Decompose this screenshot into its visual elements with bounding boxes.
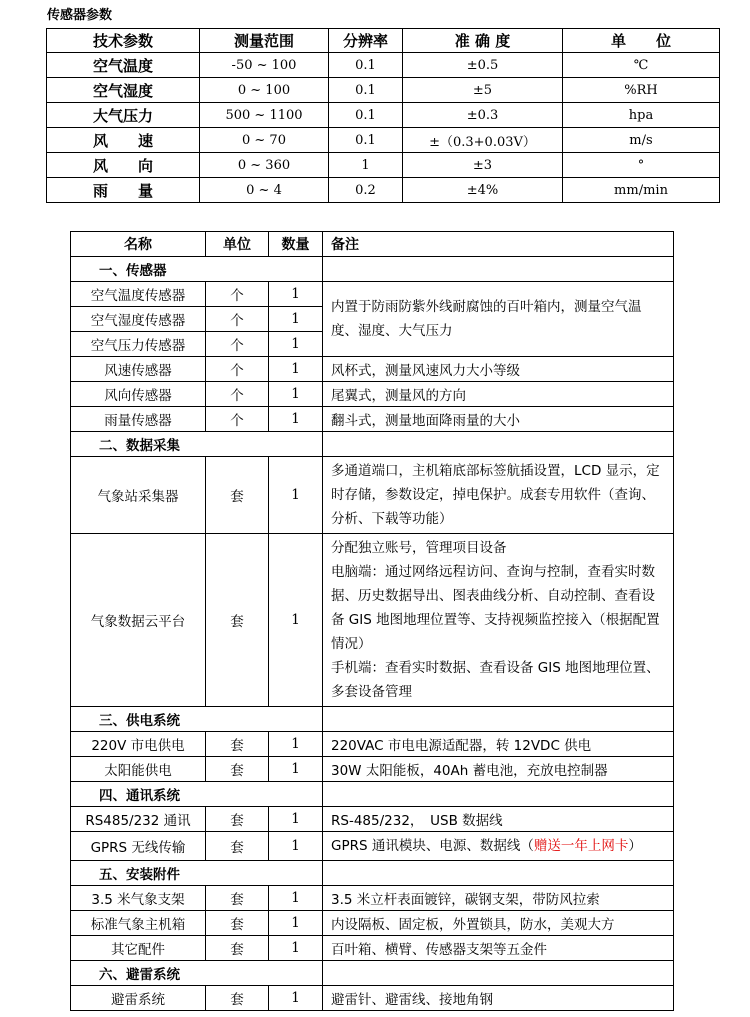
spec-row xyxy=(47,78,720,103)
empty-cell xyxy=(323,782,674,807)
config-header-unit: 单位 xyxy=(206,232,269,257)
category-row xyxy=(71,707,674,732)
table-row xyxy=(71,832,674,861)
spec-param: 雨 量 xyxy=(47,178,200,203)
spec-header-row xyxy=(47,29,720,53)
item-note: 内设隔板、固定板，外置锁具，防水，美观大方 xyxy=(323,911,674,936)
sensor-spec-table xyxy=(46,28,720,203)
item-qty: 1 xyxy=(269,732,323,757)
item-qty: 1 xyxy=(269,382,323,407)
item-name: 空气压力传感器 xyxy=(71,332,206,357)
item-name: 避雷系统 xyxy=(71,986,206,1011)
spec-section-title: 传感器参数 xyxy=(47,8,113,23)
item-name: 空气温度传感器 xyxy=(71,282,206,307)
item-note xyxy=(323,534,674,707)
spec-accuracy: ±（0.3+0.03V） xyxy=(403,128,563,153)
table-row xyxy=(71,357,674,382)
table-row xyxy=(71,807,674,832)
item-qty: 1 xyxy=(269,911,323,936)
gift-highlight: 赠送一年上网卡 xyxy=(533,838,629,854)
item-qty: 1 xyxy=(269,457,323,534)
item-unit: 套 xyxy=(206,911,269,936)
spec-header: 分辨率 xyxy=(329,29,403,53)
item-name: 风向传感器 xyxy=(71,382,206,407)
item-note: 内置于防雨防紫外线耐腐蚀的百叶箱内，测量空气温度、湿度、大气压力 xyxy=(323,282,674,357)
item-unit: 套 xyxy=(206,986,269,1011)
spec-resolution: 0.1 xyxy=(329,128,403,153)
spec-range: 0 ~ 100 xyxy=(200,78,329,103)
item-unit: 个 xyxy=(206,382,269,407)
item-name: 220V 市电供电 xyxy=(71,732,206,757)
spec-range: -50 ~ 100 xyxy=(200,53,329,78)
table-row xyxy=(71,382,674,407)
table-row xyxy=(71,732,674,757)
spec-param: 空气温度 xyxy=(47,53,200,78)
spec-unit: %RH xyxy=(563,78,720,103)
spec-accuracy: ±0.5 xyxy=(403,53,563,78)
item-unit: 套 xyxy=(206,732,269,757)
category-title: 一、传感器 xyxy=(71,257,323,282)
config-header-row xyxy=(71,232,674,257)
item-name: 空气湿度传感器 xyxy=(71,307,206,332)
note-line: 手机端：查看实时数据、查看设备 GIS 地图地理位置、多套设备管理 xyxy=(331,660,660,700)
item-name: GPRS 无线传输 xyxy=(71,832,206,861)
item-name: 标准气象主机箱 xyxy=(71,911,206,936)
category-title: 四、通讯系统 xyxy=(71,782,323,807)
table-row xyxy=(71,936,674,961)
item-qty: 1 xyxy=(269,307,323,332)
category-row xyxy=(71,961,674,986)
item-unit: 套 xyxy=(206,886,269,911)
config-header-qty: 数量 xyxy=(269,232,323,257)
spec-range: 500 ~ 1100 xyxy=(200,103,329,128)
spec-unit: m/s xyxy=(563,128,720,153)
item-qty: 1 xyxy=(269,886,323,911)
item-note xyxy=(323,832,674,861)
item-name: 其它配件 xyxy=(71,936,206,961)
spec-resolution: 0.1 xyxy=(329,53,403,78)
item-qty: 1 xyxy=(269,986,323,1011)
item-note: 220VAC 市电电源适配器，转 12VDC 供电 xyxy=(323,732,674,757)
item-unit: 套 xyxy=(206,534,269,707)
empty-cell xyxy=(323,961,674,986)
category-row xyxy=(71,782,674,807)
spec-header: 准 确 度 xyxy=(403,29,563,53)
spec-row xyxy=(47,128,720,153)
item-unit: 套 xyxy=(206,457,269,534)
item-note: 风杯式，测量风速风力大小等级 xyxy=(323,357,674,382)
config-header-note: 备注 xyxy=(323,232,674,257)
spec-row xyxy=(47,53,720,78)
item-qty: 1 xyxy=(269,282,323,307)
item-qty: 1 xyxy=(269,407,323,432)
table-row xyxy=(71,886,674,911)
item-note: 避雷针、避雷线、接地角钢 xyxy=(323,986,674,1011)
table-row xyxy=(71,757,674,782)
table-row xyxy=(71,534,674,707)
note-line: 电脑端：通过网络远程访问、查询与控制，查看实时数据、历史数据导出、图表曲线分析、自动控制、查看设备 GIS 地图地理位置等、支持视频监控接入（根据配置情况） xyxy=(331,564,660,652)
spec-resolution: 1 xyxy=(329,153,403,178)
spec-header: 单 位 xyxy=(563,29,720,53)
item-note: RS-485/232， USB 数据线 xyxy=(323,807,674,832)
spec-row xyxy=(47,153,720,178)
note-line: 分配独立账号，管理项目设备 xyxy=(331,540,507,556)
item-unit: 套 xyxy=(206,832,269,861)
item-name: RS485/232 通讯 xyxy=(71,807,206,832)
item-note: 3.5 米立杆表面镀锌，碳钢支架，带防风拉索 xyxy=(323,886,674,911)
spec-header: 测量范围 xyxy=(200,29,329,53)
category-row xyxy=(71,432,674,457)
note-text: GPRS 通讯模块、电源、数据线（ xyxy=(331,838,534,854)
item-name: 风速传感器 xyxy=(71,357,206,382)
spec-param: 风 向 xyxy=(47,153,200,178)
item-note: 30W 太阳能板，40Ah 蓄电池，充放电控制器 xyxy=(323,757,674,782)
item-name: 太阳能供电 xyxy=(71,757,206,782)
table-row xyxy=(71,407,674,432)
item-note: 翻斗式，测量地面降雨量的大小 xyxy=(323,407,674,432)
item-qty: 1 xyxy=(269,832,323,861)
category-title: 六、避雷系统 xyxy=(71,961,323,986)
item-unit: 套 xyxy=(206,807,269,832)
table-row xyxy=(71,911,674,936)
table-row xyxy=(71,282,674,307)
empty-cell xyxy=(323,861,674,886)
spec-unit: hpa xyxy=(563,103,720,128)
spec-unit: ℃ xyxy=(563,53,720,78)
spec-accuracy: ±4% xyxy=(403,178,563,203)
item-unit: 套 xyxy=(206,936,269,961)
item-name: 气象站采集器 xyxy=(71,457,206,534)
item-qty: 1 xyxy=(269,534,323,707)
table-row xyxy=(71,986,674,1011)
table-row xyxy=(71,457,674,534)
item-note: 多通道端口，主机箱底部标签航插设置，LCD 显示，定时存储，参数设定，掉电保护。成套专用软件（查询、分析、下载等功能） xyxy=(323,457,674,534)
item-unit: 个 xyxy=(206,282,269,307)
equipment-config-table xyxy=(70,231,674,1011)
spec-param: 空气湿度 xyxy=(47,78,200,103)
spec-header: 技术参数 xyxy=(47,29,200,53)
item-name: 气象数据云平台 xyxy=(71,534,206,707)
item-unit: 个 xyxy=(206,357,269,382)
item-qty: 1 xyxy=(269,807,323,832)
item-unit: 套 xyxy=(206,757,269,782)
item-qty: 1 xyxy=(269,936,323,961)
spec-unit: ° xyxy=(563,153,720,178)
item-qty: 1 xyxy=(269,357,323,382)
empty-cell xyxy=(323,257,674,282)
note-text: ） xyxy=(628,838,642,854)
spec-range: 0 ~ 360 xyxy=(200,153,329,178)
category-title: 五、安装附件 xyxy=(71,861,323,886)
empty-cell xyxy=(323,707,674,732)
spec-unit: mm/min xyxy=(563,178,720,203)
item-unit: 个 xyxy=(206,332,269,357)
category-title: 二、数据采集 xyxy=(71,432,323,457)
item-name: 雨量传感器 xyxy=(71,407,206,432)
item-note: 百叶箱、横臂、传感器支架等五金件 xyxy=(323,936,674,961)
spec-accuracy: ±3 xyxy=(403,153,563,178)
item-unit: 个 xyxy=(206,407,269,432)
item-qty: 1 xyxy=(269,757,323,782)
item-qty: 1 xyxy=(269,332,323,357)
spec-resolution: 0.1 xyxy=(329,103,403,128)
spec-range: 0 ~ 70 xyxy=(200,128,329,153)
spec-row xyxy=(47,178,720,203)
item-note: 尾翼式，测量风的方向 xyxy=(323,382,674,407)
spec-accuracy: ±5 xyxy=(403,78,563,103)
spec-accuracy: ±0.3 xyxy=(403,103,563,128)
empty-cell xyxy=(323,432,674,457)
spec-param: 风 速 xyxy=(47,128,200,153)
item-unit: 个 xyxy=(206,307,269,332)
spec-param: 大气压力 xyxy=(47,103,200,128)
item-name: 3.5 米气象支架 xyxy=(71,886,206,911)
category-row xyxy=(71,257,674,282)
spec-row xyxy=(47,103,720,128)
category-row xyxy=(71,861,674,886)
category-title: 三、供电系统 xyxy=(71,707,323,732)
spec-resolution: 0.2 xyxy=(329,178,403,203)
spec-range: 0 ~ 4 xyxy=(200,178,329,203)
config-header-name: 名称 xyxy=(71,232,206,257)
spec-resolution: 0.1 xyxy=(329,78,403,103)
